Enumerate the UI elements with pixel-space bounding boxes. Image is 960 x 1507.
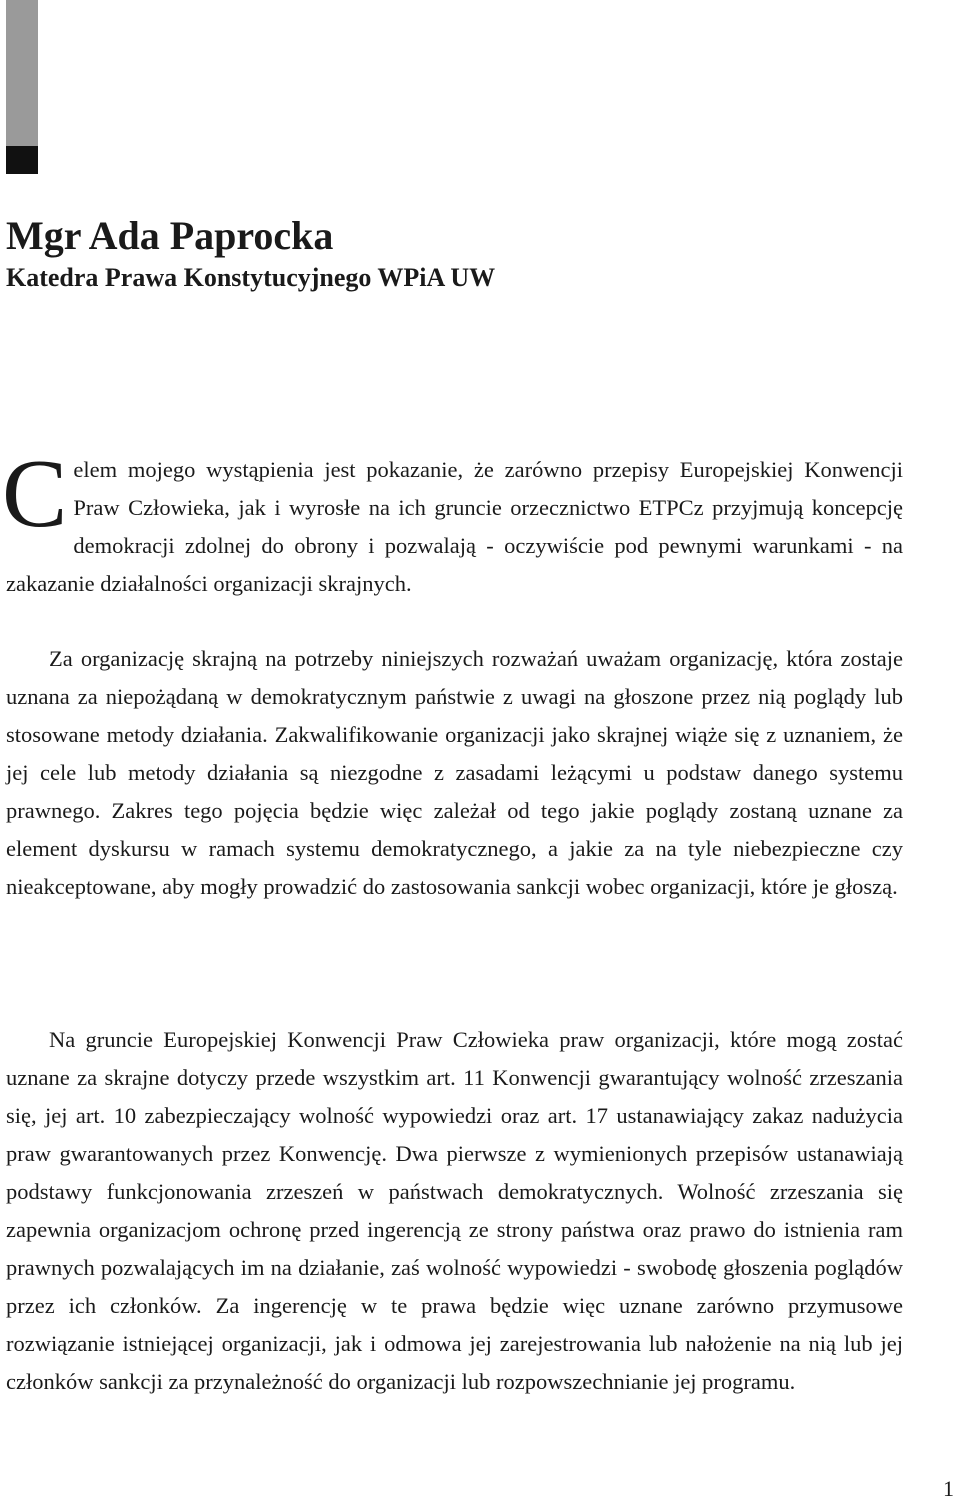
decorative-gray-bar	[6, 0, 38, 146]
page-number: 1	[943, 1476, 954, 1501]
paragraph-intro-body: elem mojego wystąpienia jest pokazanie, że zarówno przepisy Europejskiej Konwencji Praw Człowieka, jak i wyrosłe na ich gruncie orzecznictwo ETPCz przyjmują koncepcję demokracji zdolnej do obrony i pozwalają - oczywiście pod pewnymi warunkami - na zakazanie działalności organizacji skrajnych.	[6, 457, 903, 596]
paragraph-definition-text: Za organizację skrajną na potrzeby niniejszych rozważań uważam organizację, która zostaje uznana za niepożądaną w demokratycznym państwie z uwagi na głoszone przez nią poglądy lub stosowane metody działania. Zakwalifikowanie organizacji jako skrajnej wiąże się z uznaniem, że jej cele lub metody działania są niezgodne z zasadami leżącymi u podstaw danego systemu prawnego. Zakres tego pojęcia będzie więc zależał od tego jakie poglądy zostaną uznane za element dyskursu w ramach systemu demokratycznego, a jakie za na tyle niebezpieczne czy nieakceptowane, aby mogły prowadzić do zastosowania sankcji wobec organizacji, które je głoszą.	[6, 646, 903, 899]
author-name: Mgr Ada Paprocka	[6, 213, 334, 258]
paragraph-convention-text: Na gruncie Europejskiej Konwencji Praw Człowieka praw organizacji, które mogą zostać uznane za skrajne dotyczy przede wszystkim art. 11 Konwencji gwarantujący wolność zrzeszania się, jej art. 10 zabezpieczający wolność wypowiedzi oraz art. 17 ustanawiający zakaz nadużycia praw gwarantowanych przez Konwencję. Dwa pierwsze z wymienionych przepisów ustanawiają podstawy funkcjonowania zrzeszeń w państwach demokratycznych. Wolność zrzeszania się zapewnia organizacjom ochronę przed ingerencją ze strony państwa oraz prawo do istnienia ram prawnych pozwalających im na działanie, zaś wolność wypowiedzi - swobodę głoszenia poglądów przez ich członków. Za ingerencję w te prawa będzie więc uznane zarówno przymusowe rozwiązanie istniejącej organizacji, jak i odmowa jej zarejestrowania lub nałożenie na nią lub jej członków sankcji za przynależność do organizacji lub rozpowszechnianie jej programu.	[6, 1027, 903, 1394]
decorative-black-square	[6, 146, 38, 174]
paragraph-definition	[6, 640, 903, 906]
paragraph-intro-text	[2, 440, 903, 603]
author-affiliation: Katedra Prawa Konstytucyjnego WPiA UW	[6, 263, 496, 292]
paragraph-convention	[6, 1021, 903, 1401]
drop-cap: C	[2, 440, 68, 548]
paragraph-intro	[2, 440, 903, 603]
